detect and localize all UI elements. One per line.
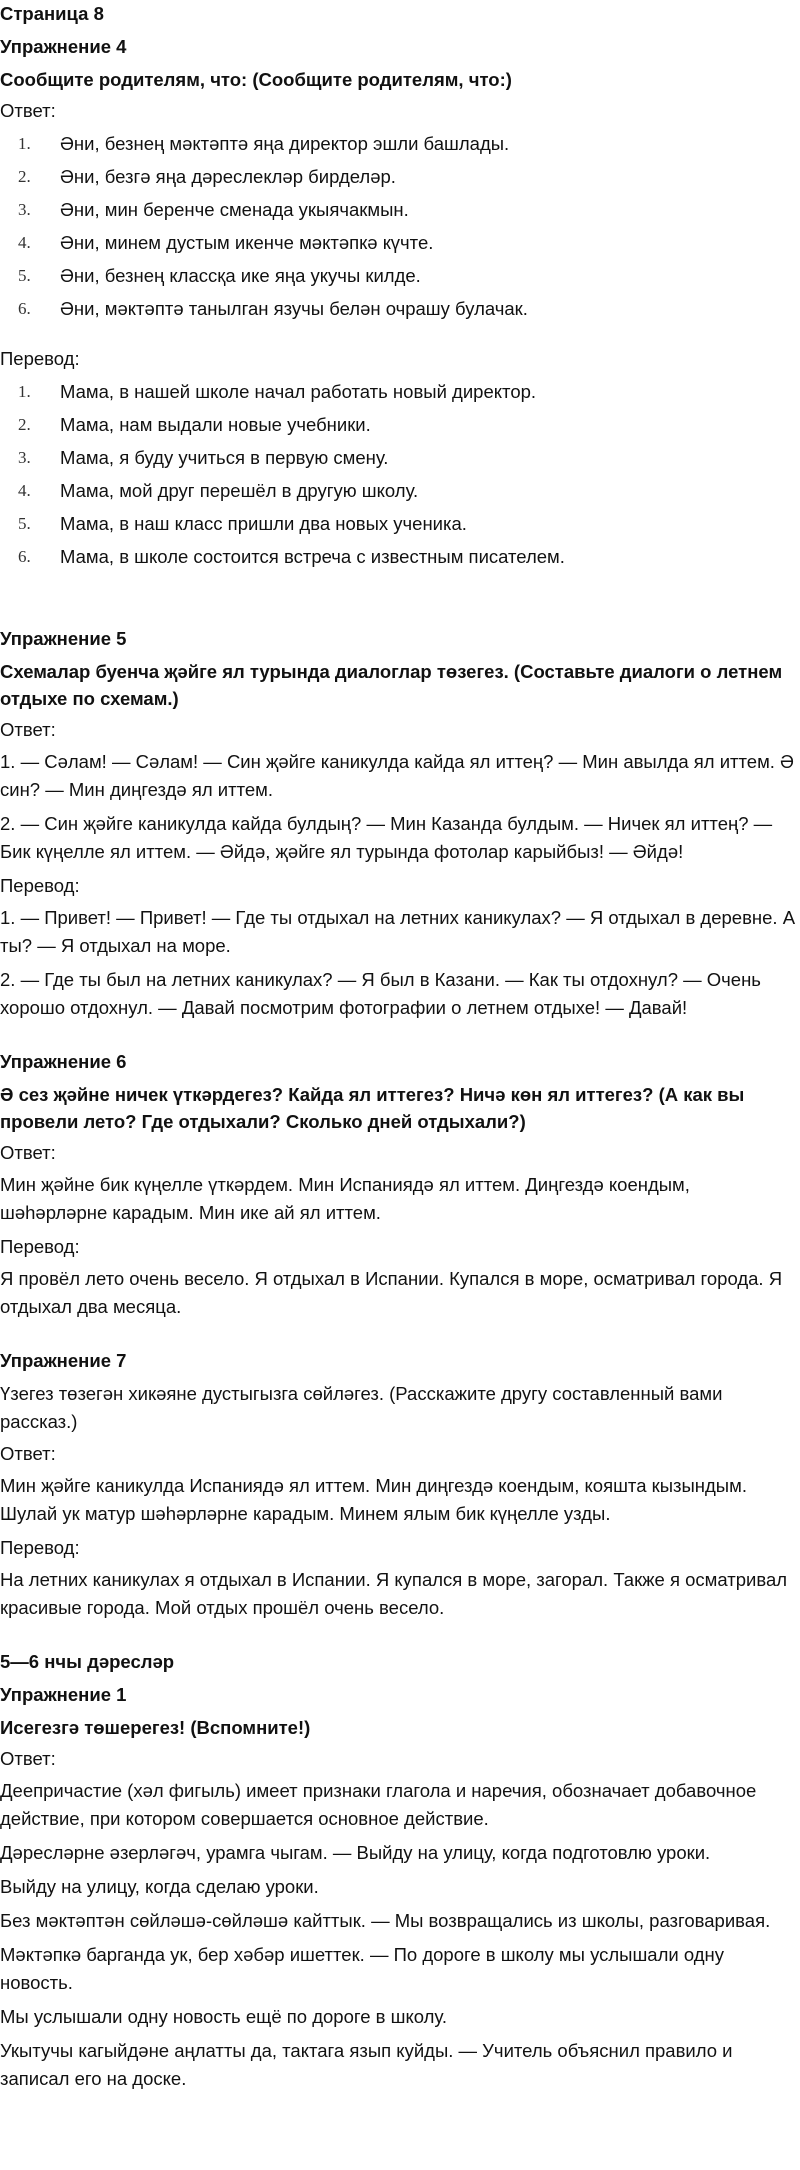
list-item: 6. Мама, в школе состоится встреча с известным писателем. [18, 546, 565, 567]
exercise-6 [0, 1048, 800, 1321]
answer-paragraph: Дәресләрне әзерләгәч, урамга чыгам. — Выйду на улицу, когда подготовлю уроки. [0, 1842, 711, 1863]
answer-label: Ответ: [0, 100, 56, 121]
exercise-task: Үзегез төзегән хикәяне дустыгызга сөйләгез. (Расскажите другу составленный вами рассказ.) [0, 1383, 723, 1432]
answer-paragraph: Выйду на улицу, когда сделаю уроки. [0, 1876, 319, 1897]
list-item: 4. Әни, минем дустым икенче мәктәпкә күчте. [18, 232, 434, 253]
translation-label: Перевод: [0, 875, 80, 896]
answer-label: Ответ: [0, 1748, 56, 1769]
list-item: 3. Әни, мин беренче сменада укыячакмын. [18, 199, 409, 220]
translation-label: Перевод: [0, 348, 80, 369]
exercise-title: Упражнение 5 [0, 628, 127, 649]
answer-paragraph: Укытучы кагыйдәне аңлатты да, тактага язып куйды. — Учитель объяснил правило и записал его на доске. [0, 2040, 733, 2089]
answer-paragraph: Мәктәпкә барганда ук, бер хәбәр ишеттек. — По дороге в школу мы услышали одну новость. [0, 1944, 725, 1993]
exercise-title: Упражнение 7 [0, 1350, 127, 1371]
answer-list [0, 127, 800, 325]
answer-label: Ответ: [0, 1443, 56, 1464]
list-item: 1. Мама, в нашей школе начал работать новый директор. [18, 381, 537, 402]
list-item: 5. Мама, в наш класс пришли два новых ученика. [18, 513, 467, 534]
exercise-4 [0, 33, 800, 573]
exercise-task: Исегезгә төшерегез! (Вспомните!) [0, 1717, 311, 1738]
exercise-title: Упражнение 4 [0, 36, 127, 57]
answer-paragraph: Мы услышали одну новость ещё по дороге в школу. [0, 2006, 447, 2027]
list-item: 2. Әни, безгә яңа дәреслекләр бирделәр. [18, 166, 396, 187]
translation-label: Перевод: [0, 1236, 80, 1257]
answer-paragraph: Деепричастие (хәл фигыль) имеет признаки глагола и наречия, обозначает добавочное действие, при котором совершается основное действие. [0, 1780, 757, 1829]
list-item: 1. Әни, безнең мәктәптә яңа директор эшли башлады. [18, 133, 510, 154]
section-title: 5—6 нчы дәресләр [0, 1651, 175, 1672]
exercise-task: Сообщите родителям, что: (Сообщите родителям, что:) [0, 69, 512, 90]
exercise-5 [0, 625, 800, 1022]
exercise-task: Схемалар буенча җәйге ял турында диалоглар төзегез. (Составьте диалоги о летнем отдыхе по схемам.) [0, 661, 783, 709]
translation-text: Я провёл лето очень весело. Я отдыхал в Испании. Купался в море, осматривал города. Я отдыхал два месяца. [0, 1268, 783, 1317]
exercise-title: Упражнение 6 [0, 1051, 127, 1072]
exercise-task: Ә сез җәйне ничек үткәрдегез? Кайда ял иттегез? Ничә көн ял иттегез? (А как вы провели лето? Где отдыхали? Сколько дней отдыхали?) [0, 1084, 745, 1132]
answer-text: Мин җәйге каникулда Испаниядә ял иттем. Мин диңгездә коендым, кояшта кызындым. Шулай ук матур шәһәрләрне карадым. Минем ялым бик күңелле узды. [0, 1475, 747, 1524]
translation-label: Перевод: [0, 1537, 80, 1558]
list-item: 4. Мама, мой друг перешёл в другую школу. [18, 480, 419, 501]
list-item: 2. Мама, нам выдали новые учебники. [18, 414, 371, 435]
exercise-7 [0, 1347, 800, 1622]
answer-dialogue-1: 1. — Сәлам! — Сәлам! — Син җәйге каникулда кайда ял иттең? — Мин авылда ял иттем. Ә син? — Мин диңгездә ял иттем. [0, 751, 794, 800]
answer-dialogue-2: 2. — Син җәйге каникулда кайда булдың? — Мин Казанда булдым. — Ничек ял иттең? — Бик күңелле ял иттем. — Әйдә, җәйге ял турында фотолар карыйбыз! — Әйдә! [0, 813, 773, 862]
answer-label: Ответ: [0, 719, 56, 740]
answer-text: Мин җәйне бик күңелле үткәрдем. Мин Испаниядә ял иттем. Диңгездә коендым, шәһәрләрне карадым. Мин ике ай ял иттем. [0, 1174, 690, 1223]
list-item: 6. Әни, мәктәптә танылган язучы белән очрашу булачак. [18, 298, 528, 319]
lessons-5-6 [0, 1648, 800, 2093]
exercise-title: Упражнение 1 [0, 1684, 127, 1705]
translation-list [0, 375, 800, 573]
answer-paragraph: Без мәктәптән сөйләшә-сөйләшә кайттык. — Мы возвращались из школы, разговаривая. [0, 1910, 771, 1931]
page-title: Страница 8 [0, 3, 104, 24]
translation-dialogue-2: 2. — Где ты был на летних каникулах? — Я был в Казани. — Как ты отдохнул? — Очень хорошо отдохнул. — Давай посмотрим фотографии о летнем отдыхе! — Давай! [0, 969, 761, 1018]
translation-dialogue-1: 1. — Привет! — Привет! — Где ты отдыхал на летних каникулах? — Я отдыхал в деревне. А ты? — Я отдыхал на море. [0, 907, 796, 956]
list-item: 3. Мама, я буду учиться в первую смену. [18, 447, 389, 468]
answer-label: Ответ: [0, 1142, 56, 1163]
list-item: 5. Әни, безнең классқа ике яңа укучы килде. [18, 265, 421, 286]
translation-text: На летних каникулах я отдыхал в Испании. Я купался в море, загорал. Также я осматривал красивые города. Мой отдых прошёл очень весело. [0, 1569, 788, 1618]
